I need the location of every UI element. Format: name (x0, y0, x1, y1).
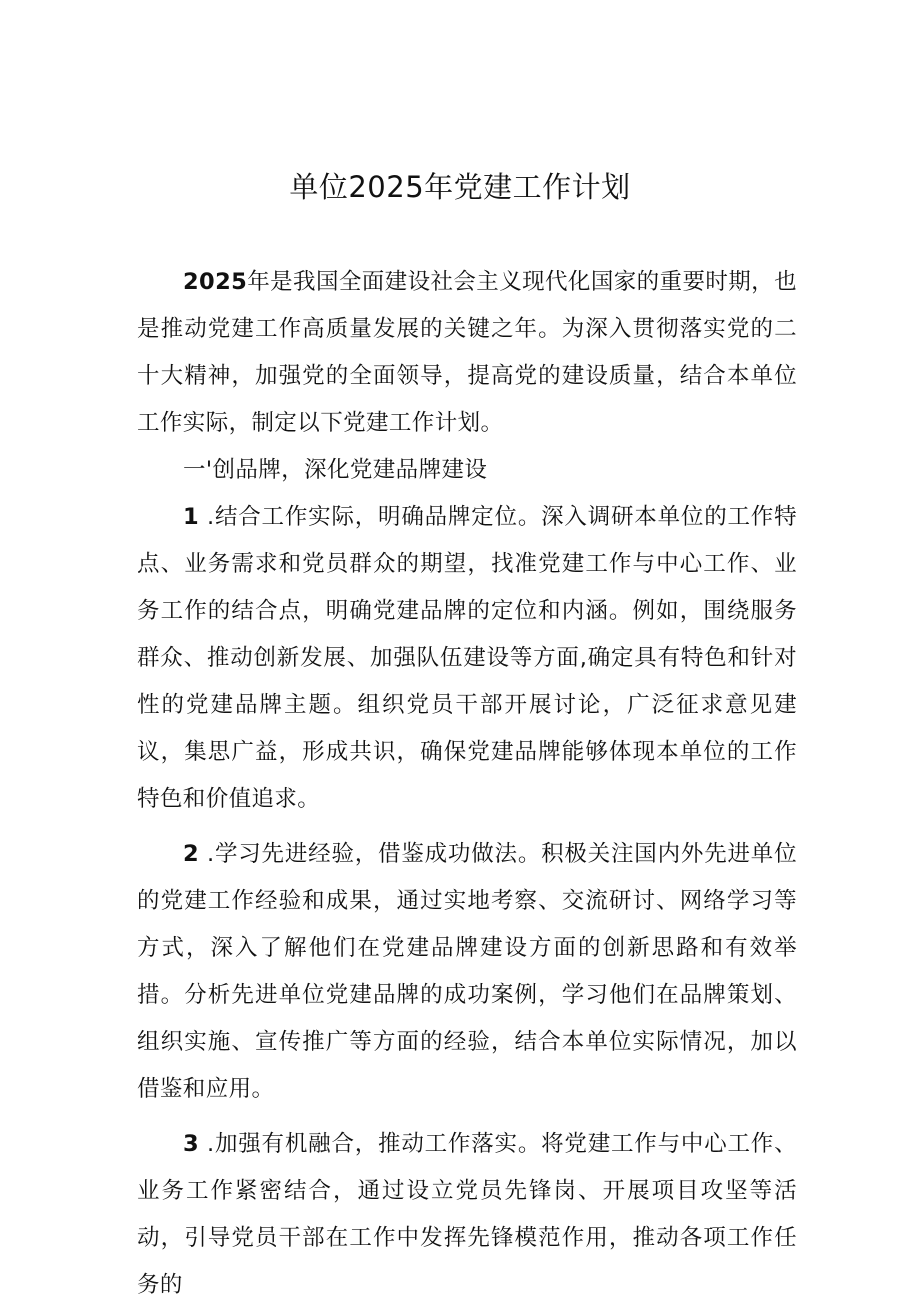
section-heading-text: 一'创品牌，深化党建品牌建设 (183, 457, 488, 483)
section-heading (137, 447, 797, 494)
paragraph-text: .学习先进经验，借鉴成功做法。积极关注国内外先进单位的党建工作经验和成果，通过实地考察、交流研讨、网络学习等方式，深入了解他们在党建品牌建设方面的创新思路和有效举措。分析先进单位党建品牌的成功案例，学习他们在品牌策划、组织实施、宣传推广等方面的经验，结合本单位实际情况，加以借鉴和应用。 (137, 841, 797, 1102)
paragraph-text: .结合工作实际，明确品牌定位。深入调研本单位的工作特点、业务需求和党员群众的期望，找准党建工作与中心工作、业务工作的结合点，明确党建品牌的定位和内涵。例如，围绕服务群众、推动创新发展、加强队伍建设等方面,确定具有特色和针对性的党建品牌主题。组织党员干部开展讨论，广泛征求意见建议，集思广益，形成共识，确保党建品牌能够体现本单位的工作特色和价值追求。 (137, 504, 797, 812)
paragraph-lead: 2025 (183, 269, 248, 295)
document-body (137, 259, 797, 1309)
document-title: 单位2025年党建工作计划 (289, 170, 631, 204)
item-1-paragraph (137, 494, 797, 823)
item-number: 2 (183, 841, 200, 867)
item-2-paragraph (137, 831, 797, 1113)
item-number: 3 (183, 1131, 200, 1157)
item-3-paragraph (137, 1121, 797, 1309)
paragraph-text: .加强有机融合，推动工作落实。将党建工作与中心工作、业务工作紧密结合，通过设立党员先锋岗、开展项目攻坚等活动，引导党员干部在工作中发挥先锋模范作用，推动各项工作任务的 (137, 1131, 797, 1298)
item-number: 1 (183, 504, 200, 530)
paragraph-text: 年是我国全面建设社会主义现代化国家的重要时期，也是推动党建工作高质量发展的关键之年。为深入贯彻落实党的二十大精神，加强党的全面领导，提高党的建设质量，结合本单位工作实际，制定以下党建工作计划。 (137, 269, 797, 436)
intro-paragraph (137, 259, 797, 447)
